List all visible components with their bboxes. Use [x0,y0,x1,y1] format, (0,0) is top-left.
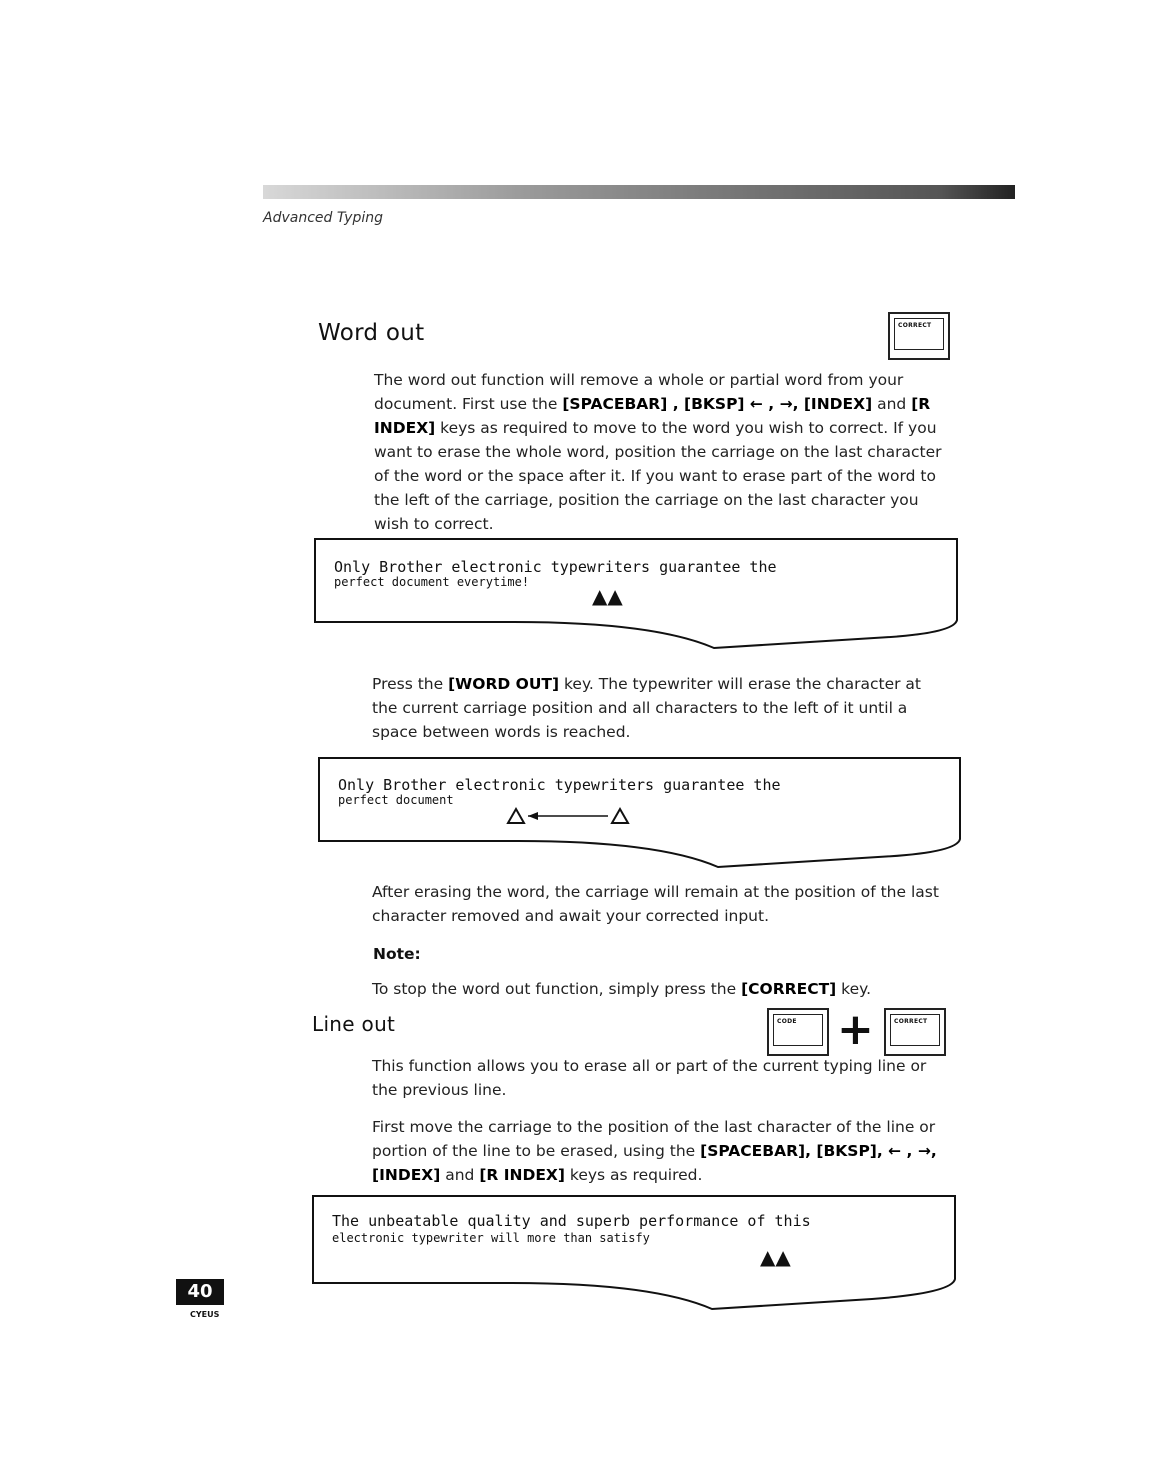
note-label: Note: [373,945,421,963]
carriage-marker-icon: ▲▲ [592,584,623,608]
example1-line2: perfect document everytime! [334,575,530,589]
header-rule [263,185,1015,199]
after-erasing-text: After erasing the word, the carriage will remain at the position of the last character removed and await your corrected input. [372,883,939,925]
word-out-intro: The word out function will remove a whole or partial word from your document. First use the [SPACEBAR] , [BKSP] ← , →, [INDEX] and [R INDEX] keys as required to move to the word you wish to correct. If you want to erase the whole word, position the carriage on the last character of the word or the space after it. If you want to erase part of the word to the left of the carriage, position the carriage on the last character you wish to correct. [374,371,942,533]
line-out-heading: Line out [312,1012,396,1036]
line-out-intro: This function allows you to erase all or part of the current typing line or the previous line. [372,1057,927,1099]
example3-line1: The unbeatable quality and superb performance of this [332,1212,811,1230]
correct-key-icon-2: CORRECT [884,1008,946,1056]
word-out-heading: Word out [318,320,425,346]
plus-icon: + [837,1004,874,1055]
page-number: 40 [176,1279,224,1305]
display-example-2 [318,757,964,873]
press-word-out-text: Press the [WORD OUT] key. The typewriter will erase the character at the current carriage position and all characters to the left of it until a space between words is reached. [372,675,921,741]
display-example-3 [312,1195,958,1315]
example1-line1: Only Brother electronic typewriters guarantee the [334,558,777,576]
brand-mark: CYEUS [190,1310,220,1319]
carriage-marker-icon-2: ▲▲ [760,1245,791,1269]
example3-line2: electronic typewriter will more than satisfy [332,1231,650,1245]
example2-line2: perfect document [338,793,454,807]
note-text: To stop the word out function, simply press the [CORRECT] key. [372,980,872,998]
section-label: Advanced Typing [263,210,384,226]
line-out-steps: First move the carriage to the position of the last character of the line or portion of the line to be erased, using the [SPACEBAR], [BKSP], ← , →, [INDEX] and [R INDEX] keys as required. [372,1118,937,1184]
correct-key-icon: CORRECT [888,312,950,360]
example2-line1: Only Brother electronic typewriters guarantee the [338,776,781,794]
display-example-1 [314,538,960,656]
code-key-icon: CODE [767,1008,829,1056]
